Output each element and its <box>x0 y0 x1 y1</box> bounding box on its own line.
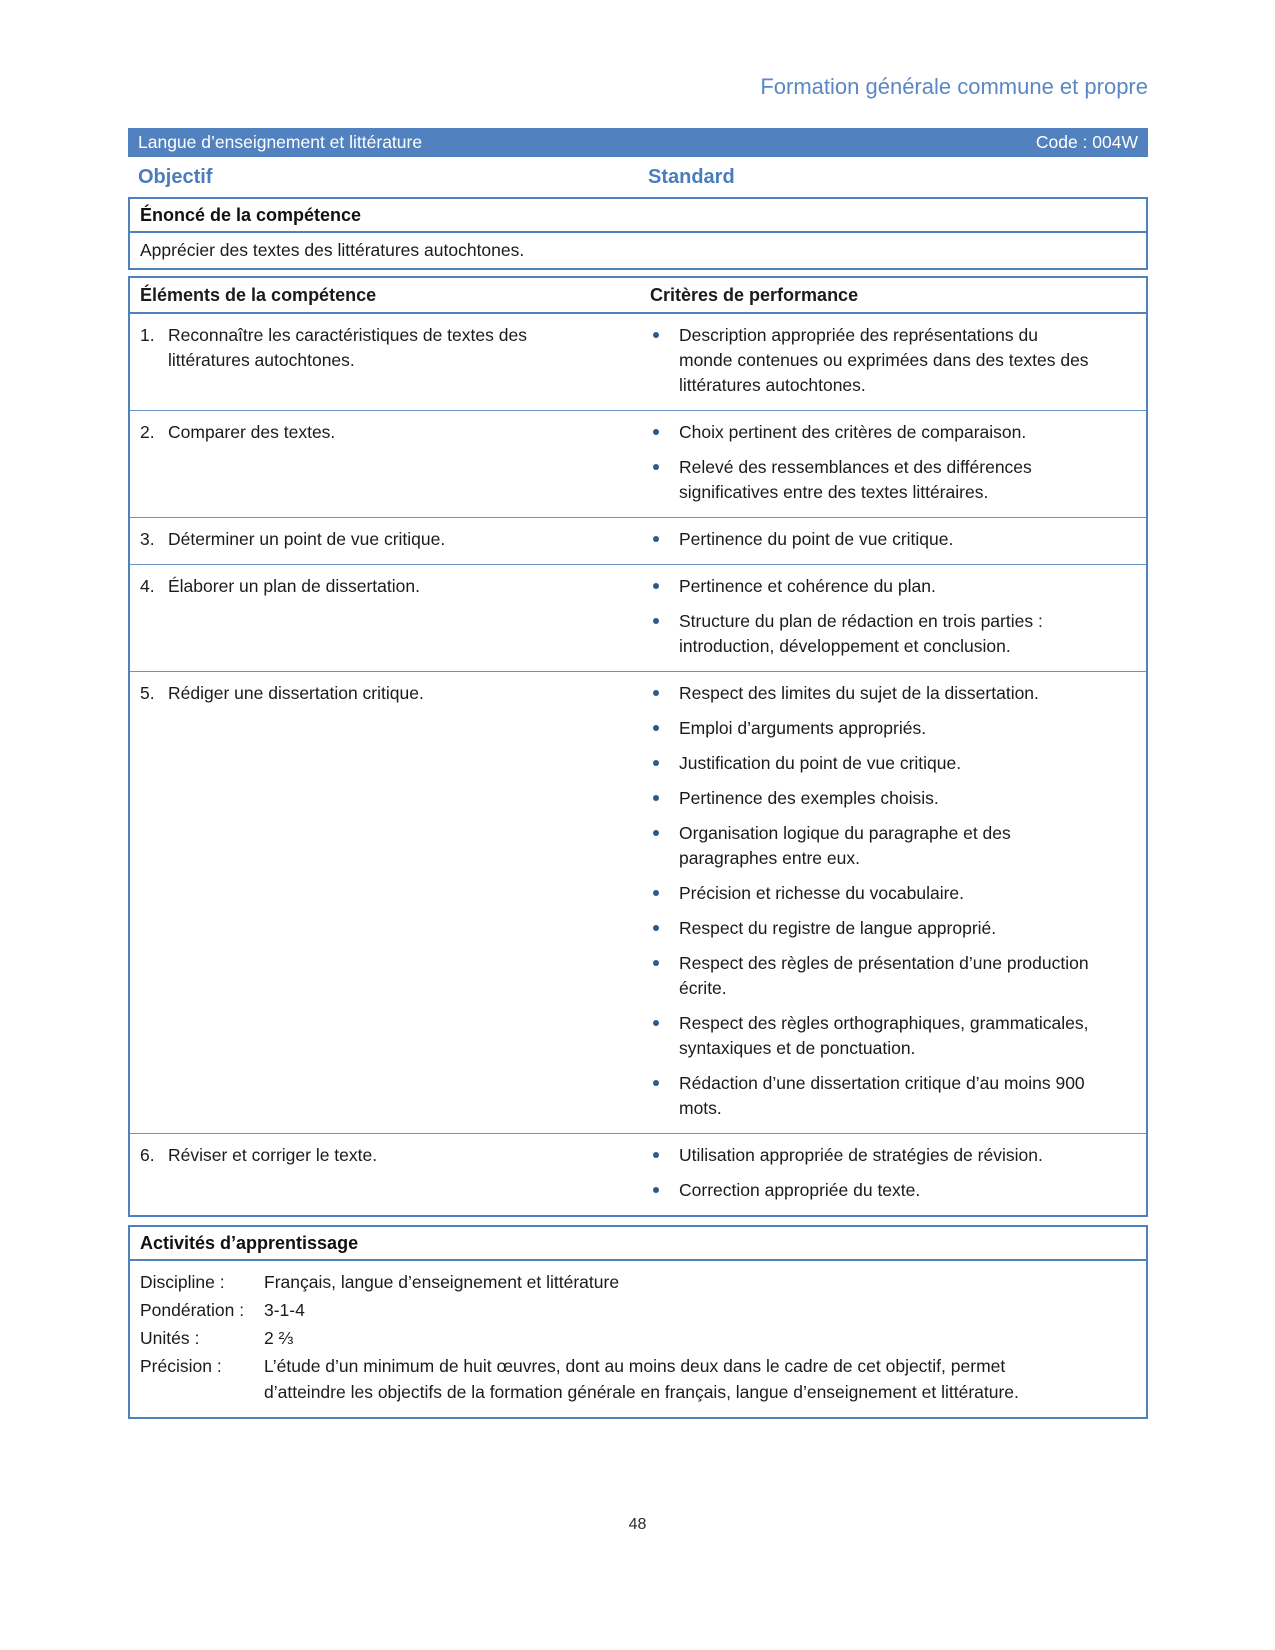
criteria-item <box>650 716 1096 741</box>
bullet-icon <box>653 583 659 589</box>
criteria-item <box>650 609 1096 659</box>
bullet-icon <box>653 1080 659 1086</box>
title-bar-course-code: Code : 004W <box>1035 132 1138 152</box>
criteria-text: Organisation logique du paragraphe et des paragraphes entre eux. <box>679 823 1011 868</box>
element-cell <box>130 411 650 517</box>
criteria-item <box>650 916 1096 941</box>
element-number: 1. <box>140 325 155 345</box>
bullet-icon <box>653 690 659 696</box>
criteria-item <box>650 1178 1096 1203</box>
criteria-text: Pertinence et cohérence du plan. <box>679 576 936 596</box>
criteria-text: Relevé des ressemblances et des différences significatives entre des textes littéraires. <box>679 457 1032 502</box>
bullet-icon <box>653 429 659 435</box>
criteria-item <box>650 323 1096 398</box>
activites-field <box>140 1325 1136 1351</box>
criteria-text: Respect des règles orthographiques, grammaticales, syntaxiques et de ponctuation. <box>679 1013 1089 1058</box>
title-bar-course-name: Langue d’enseignement et littérature <box>138 132 423 152</box>
element-cell <box>130 1134 650 1215</box>
criteria-item <box>650 1011 1096 1061</box>
title-bar <box>128 128 1148 157</box>
element-text: Comparer des textes. <box>168 422 336 442</box>
competence-row <box>130 517 1146 564</box>
criteria-item <box>650 420 1096 445</box>
criteria-cell <box>650 411 1146 517</box>
criteria-item <box>650 821 1096 871</box>
bullet-icon <box>653 618 659 624</box>
element-text: Réviser et corriger le texte. <box>168 1145 378 1165</box>
section-headings-row <box>128 159 1148 197</box>
bullet-icon <box>653 332 659 338</box>
element-cell <box>130 314 650 410</box>
criteria-text: Description appropriée des représentations du monde contenues ou exprimées dans des textes des littératures autochtones. <box>679 325 1089 395</box>
criteria-text: Rédaction d’une dissertation critique d’au moins 900 mots. <box>679 1073 1085 1118</box>
enonce-table <box>128 197 1148 270</box>
element-number: 4. <box>140 576 155 596</box>
competence-row <box>130 410 1146 517</box>
criteres-column-header: Critères de performance <box>650 285 859 305</box>
field-value: 2 ⅔ <box>264 1328 294 1348</box>
criteria-text: Précision et richesse du vocabulaire. <box>679 883 965 903</box>
criteria-text: Pertinence du point de vue critique. <box>679 529 954 549</box>
criteria-text: Choix pertinent des critères de comparaison. <box>679 422 1027 442</box>
criteria-cell <box>650 672 1146 1133</box>
bullet-icon <box>653 960 659 966</box>
field-label: Pondération : <box>140 1300 245 1320</box>
activites-header: Activités d’apprentissage <box>130 1227 1146 1261</box>
criteria-text: Respect des limites du sujet de la dissertation. <box>679 683 1039 703</box>
objectif-heading: Objectif <box>138 166 213 188</box>
criteria-item <box>650 455 1096 505</box>
element-number: 2. <box>140 422 155 442</box>
bullet-icon <box>653 1187 659 1193</box>
page-content <box>128 0 1148 1419</box>
criteria-text: Utilisation appropriée de stratégies de révision. <box>679 1145 1043 1165</box>
bullet-icon <box>653 795 659 801</box>
criteria-item <box>650 1143 1096 1168</box>
field-label: Discipline : <box>140 1272 225 1292</box>
activites-body <box>130 1261 1146 1417</box>
criteria-text: Pertinence des exemples choisis. <box>679 788 939 808</box>
criteria-item <box>650 951 1096 1001</box>
element-text: Rédiger une dissertation critique. <box>168 683 424 703</box>
competence-row <box>130 564 1146 671</box>
running-header: Formation générale commune et propre <box>760 74 1148 99</box>
activites-table <box>128 1225 1148 1419</box>
criteria-text: Respect du registre de langue approprié. <box>679 918 997 938</box>
field-value: L’étude d’un minimum de huit œuvres, dont au moins deux dans le cadre de cet objectif, permet d’atteindre les objectifs de la formation générale en français, langue d’enseignement et littérature. <box>264 1356 1019 1402</box>
activites-field <box>140 1269 1136 1295</box>
page-number: 48 <box>628 1516 647 1533</box>
criteria-item <box>650 751 1096 776</box>
criteria-text: Structure du plan de rédaction en trois parties : introduction, développement et conclusion. <box>679 611 1043 656</box>
bullet-icon <box>653 830 659 836</box>
field-label: Unités : <box>140 1328 200 1348</box>
element-cell <box>130 565 650 671</box>
criteria-item <box>650 527 1096 552</box>
criteria-text: Correction appropriée du texte. <box>679 1180 921 1200</box>
competence-rows <box>130 314 1146 1215</box>
element-text: Déterminer un point de vue critique. <box>168 529 446 549</box>
bullet-icon <box>653 1020 659 1026</box>
element-cell <box>130 672 650 1133</box>
competence-table-header-row <box>130 278 1146 314</box>
competence-row <box>130 1133 1146 1215</box>
criteria-text: Emploi d’arguments appropriés. <box>679 718 927 738</box>
bullet-icon <box>653 725 659 731</box>
element-number: 3. <box>140 529 155 549</box>
competence-row <box>130 314 1146 410</box>
competence-row <box>130 671 1146 1133</box>
criteria-cell <box>650 518 1146 564</box>
criteria-item <box>650 786 1096 811</box>
criteria-cell <box>650 1134 1146 1215</box>
criteria-item <box>650 881 1096 906</box>
field-value: Français, langue d’enseignement et littérature <box>264 1272 620 1292</box>
criteria-item <box>650 574 1096 599</box>
criteria-item <box>650 1071 1096 1121</box>
competence-table <box>128 276 1148 1217</box>
criteria-text: Justification du point de vue critique. <box>679 753 962 773</box>
criteria-item <box>650 681 1096 706</box>
bullet-icon <box>653 760 659 766</box>
criteria-cell <box>650 565 1146 671</box>
element-number: 5. <box>140 683 155 703</box>
bullet-icon <box>653 536 659 542</box>
field-value: 3-1-4 <box>264 1300 305 1320</box>
element-cell <box>130 518 650 564</box>
bullet-icon <box>653 464 659 470</box>
enonce-body: Apprécier des textes des littératures autochtones. <box>140 240 525 260</box>
element-number: 6. <box>140 1145 155 1165</box>
element-text: Reconnaître les caractéristiques de textes des littératures autochtones. <box>168 325 527 370</box>
enonce-header: Énoncé de la compétence <box>130 199 1146 233</box>
activites-field <box>140 1297 1136 1323</box>
field-label: Précision : <box>140 1356 222 1376</box>
criteria-cell <box>650 314 1146 410</box>
criteria-text: Respect des règles de présentation d’une production écrite. <box>679 953 1089 998</box>
elements-column-header: Éléments de la compétence <box>140 285 377 305</box>
activites-field <box>140 1353 1136 1405</box>
bullet-icon <box>653 1152 659 1158</box>
bullet-icon <box>653 925 659 931</box>
element-text: Élaborer un plan de dissertation. <box>168 576 420 596</box>
bullet-icon <box>653 890 659 896</box>
standard-heading: Standard <box>648 166 735 188</box>
